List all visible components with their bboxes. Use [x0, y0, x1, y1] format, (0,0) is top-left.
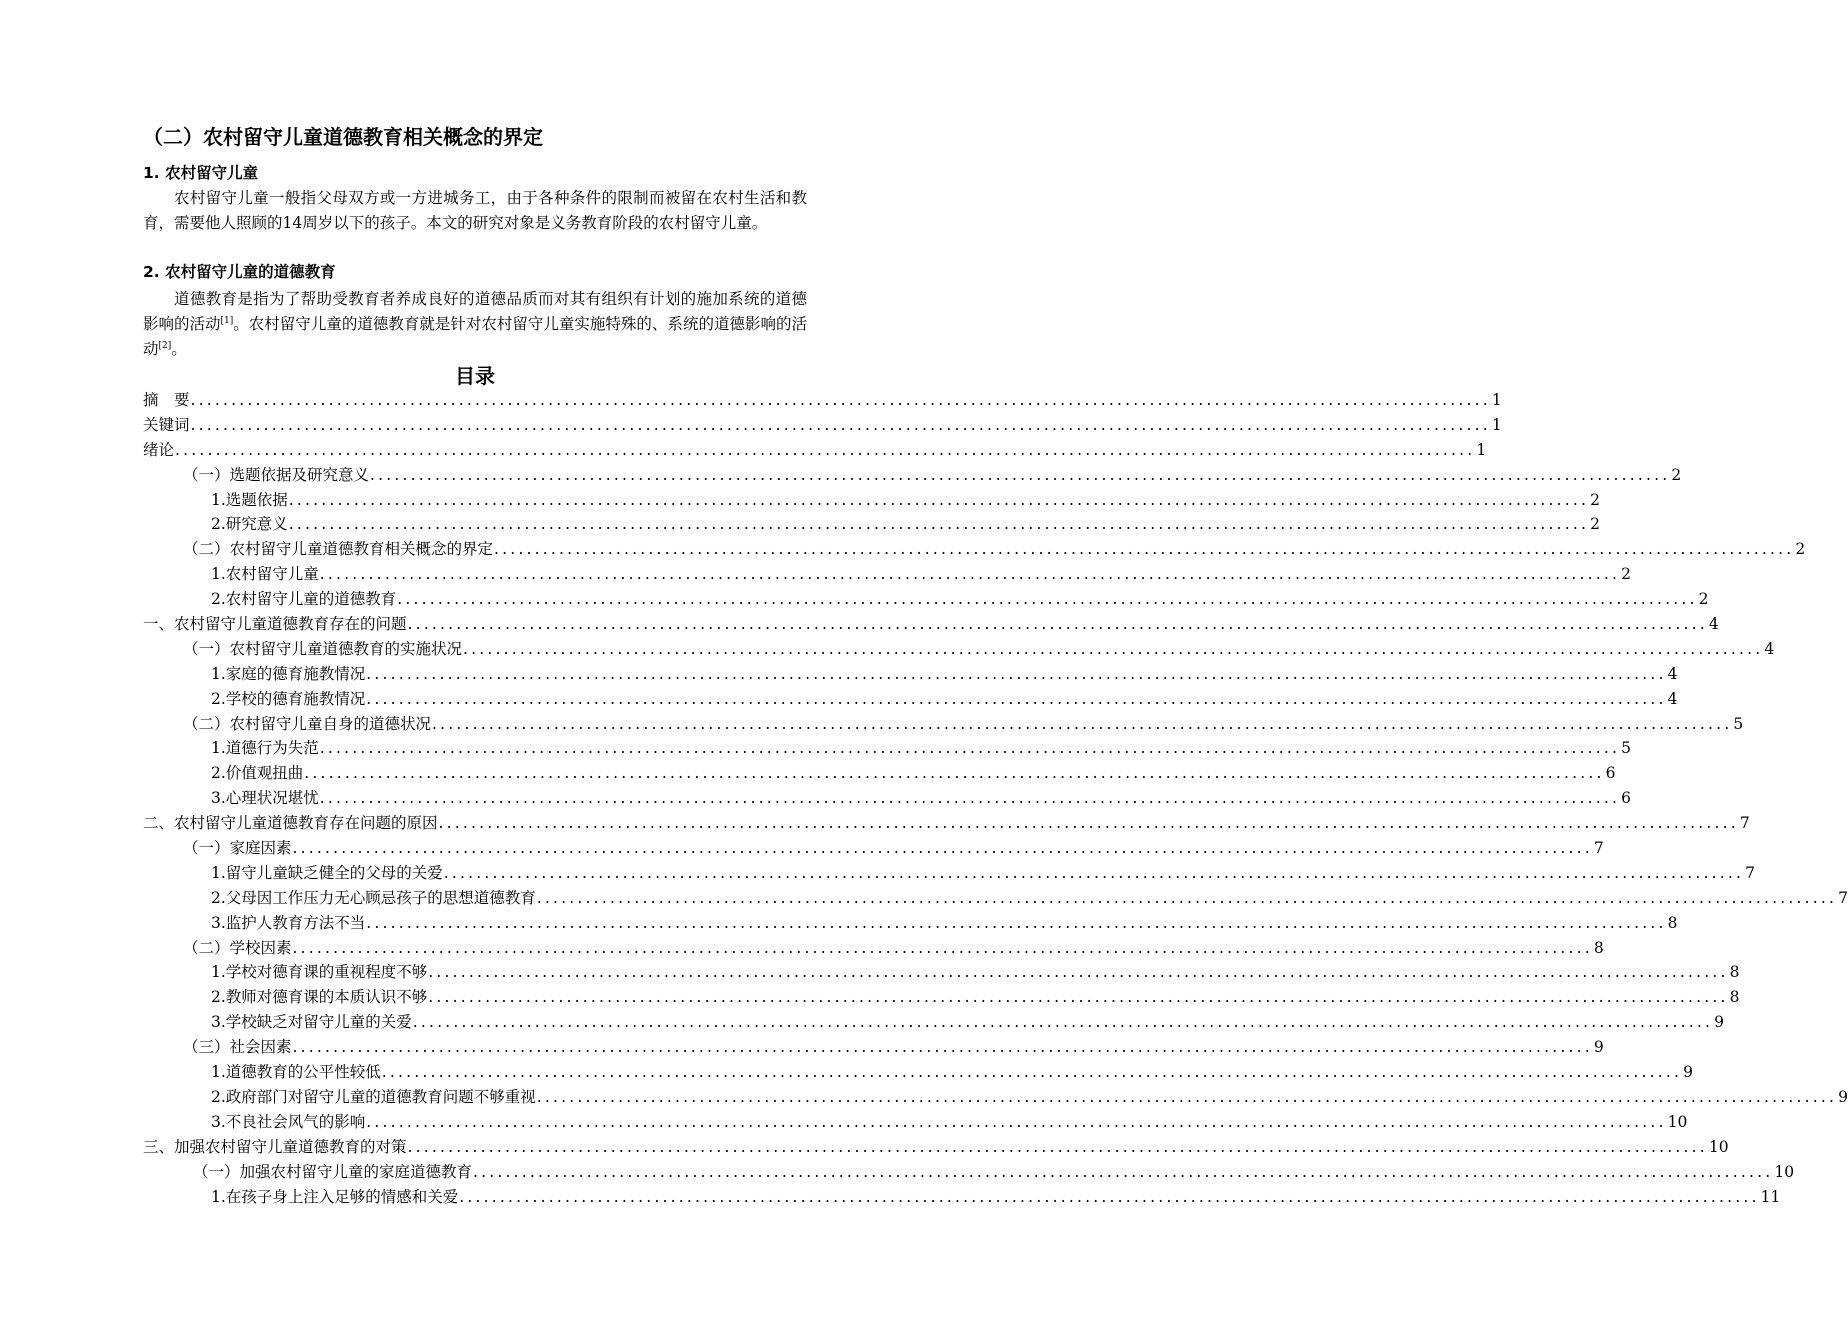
toc-entry-page: 10 — [1774, 1162, 1795, 1181]
toc-entry-label: 1.道德行为失范 — [211, 739, 319, 758]
toc-leader-dots: ................................................................................................................................................................ — [428, 988, 1729, 1007]
toc-entry[interactable] — [143, 861, 1755, 886]
toc-entry[interactable] — [143, 687, 1678, 712]
toc-leader-dots: ................................................................................................................................................................ — [397, 590, 1698, 609]
toc-entry-label: 2.父母因工作压力无心顾忌孩子的思想道德教育 — [211, 888, 536, 907]
toc-entry-label: 2.农村留守儿童的道德教育 — [211, 590, 397, 609]
toc-entry-page: 11 — [1760, 1187, 1781, 1206]
toc-leader-dots: ................................................................................................................................................................ — [407, 615, 1708, 634]
toc-leader-dots: ................................................................................................................................................................ — [432, 714, 1733, 733]
toc-leader-dots: ................................................................................................................................................................ — [190, 415, 1491, 434]
toc-entry[interactable] — [143, 438, 1487, 463]
toc-entry-label: （一）家庭因素 — [183, 839, 292, 858]
toc-entry-page: 9 — [1714, 1013, 1724, 1032]
paragraph-2-text-b: 。农村留守儿童的道德教育就是针对农村留守儿童实施特殊的、系统的道德影响的活动 — [143, 315, 807, 358]
toc-leader-dots: ................................................................................................................................................................ — [412, 1013, 1714, 1032]
toc-entry-page: 5 — [1621, 739, 1631, 758]
toc-entry-label: 3.心理状况堪忧 — [211, 789, 319, 808]
toc-entry-page: 2 — [1590, 515, 1600, 534]
toc-entry[interactable] — [143, 413, 1502, 438]
toc-leader-dots: ................................................................................................................................................................ — [288, 490, 1590, 509]
toc-entry-label: 3.监护人教育方法不当 — [211, 913, 366, 932]
toc-entry[interactable] — [143, 886, 1848, 911]
toc-entry-page: 9 — [1838, 1087, 1848, 1106]
table-of-contents — [143, 388, 1848, 1209]
toc-leader-dots: ................................................................................................................................................................ — [304, 764, 1605, 783]
toc-leader-dots: ................................................................................................................................................................ — [366, 689, 1667, 708]
toc-entry-page: 2 — [1671, 465, 1682, 484]
toc-entry-page: 5 — [1733, 714, 1744, 733]
subsection-heading-2: 2. 农村留守儿童的道德教育 — [143, 263, 336, 281]
toc-entry-label: 1.农村留守儿童 — [211, 565, 319, 584]
toc-entry-page: 8 — [1729, 963, 1740, 982]
toc-entry-page: 6 — [1605, 764, 1616, 783]
toc-leader-dots: ................................................................................................................................................................ — [292, 839, 1593, 858]
toc-leader-dots: ................................................................................................................................................................ — [319, 789, 1621, 808]
paragraph-2 — [143, 287, 807, 362]
toc-entry-page: 2 — [1621, 565, 1631, 584]
toc-entry[interactable] — [143, 960, 1740, 985]
toc-entry-label: 三、加强农村留守儿童道德教育的对策 — [143, 1137, 407, 1156]
toc-leader-dots: ................................................................................................................................................................ — [428, 963, 1729, 982]
toc-entry[interactable] — [143, 1160, 1795, 1185]
toc-leader-dots: ................................................................................................................................................................ — [494, 540, 1795, 559]
toc-entry-page: 2 — [1795, 540, 1806, 559]
toc-leader-dots: ................................................................................................................................................................ — [366, 1112, 1667, 1131]
toc-entry-page: 9 — [1683, 1063, 1693, 1082]
toc-leader-dots: ................................................................................................................................................................ — [319, 739, 1621, 758]
toc-entry-page: 4 — [1708, 615, 1719, 634]
toc-entry[interactable] — [143, 1085, 1848, 1110]
toc-entry-page: 8 — [1729, 988, 1740, 1007]
subsection-heading-1: 1. 农村留守儿童 — [143, 164, 259, 182]
toc-leader-dots: ................................................................................................................................................................ — [288, 515, 1590, 534]
toc-entry[interactable] — [143, 1135, 1729, 1160]
toc-entry[interactable] — [143, 637, 1775, 662]
toc-entry-page: 1 — [1491, 415, 1502, 434]
toc-entry-label: 2.价值观扭曲 — [211, 764, 304, 783]
toc-entry-page: 4 — [1764, 639, 1775, 658]
toc-entry-label: 2.政府部门对留守儿童的道德教育问题不够重视 — [211, 1087, 536, 1106]
toc-entry[interactable] — [143, 1185, 1781, 1210]
toc-entry[interactable] — [143, 1060, 1693, 1085]
citation-2[interactable]: [2] — [158, 340, 172, 351]
toc-entry-page: 7 — [1745, 863, 1755, 882]
toc-leader-dots: ................................................................................................................................................................ — [175, 440, 1476, 459]
toc-entry-label: 3.学校缺乏对留守儿童的关爱 — [211, 1013, 412, 1032]
toc-entry-label: 2.研究意义 — [211, 515, 288, 534]
toc-entry[interactable] — [143, 811, 1750, 836]
toc-entry-page: 6 — [1621, 789, 1631, 808]
toc-entry-label: 1.在孩子身上注入足够的情感和关爱 — [211, 1187, 459, 1206]
toc-leader-dots: ................................................................................................................................................................ — [536, 1087, 1838, 1106]
toc-leader-dots: ................................................................................................................................................................ — [443, 863, 1745, 882]
toc-entry-page: 8 — [1593, 938, 1604, 957]
toc-leader-dots: ................................................................................................................................................................ — [407, 1137, 1708, 1156]
toc-entry-label: 2.学校的德育施教情况 — [211, 689, 366, 708]
toc-entry-page: 7 — [1593, 839, 1604, 858]
toc-entry[interactable] — [143, 562, 1631, 587]
paragraph-1: 农村留守儿童一般指父母双方或一方进城务工，由于各种条件的限制而被留在农村生活和教育，需要他人照顾的14周岁以下的孩子。本文的研究对象是义务教育阶段的农村留守儿童。 — [143, 189, 807, 232]
toc-entry-label: 1.选题依据 — [211, 490, 288, 509]
toc-entry-label: 摘 要 — [143, 391, 190, 409]
toc-leader-dots: ................................................................................................................................................................ — [459, 1187, 1760, 1206]
citation-1[interactable]: [1] — [220, 315, 234, 326]
toc-leader-dots: ................................................................................................................................................................ — [473, 1162, 1774, 1181]
paragraph-2-text-c: 。 — [171, 340, 187, 358]
toc-entry-label: 二、农村留守儿童道德教育存在问题的原因 — [143, 814, 438, 833]
toc-entry-label: （一）加强农村留守儿童的家庭道德教育 — [193, 1162, 473, 1181]
toc-entry-label: （一）选题依据及研究意义 — [183, 465, 370, 484]
toc-entry-label: （二）学校因素 — [183, 938, 292, 957]
toc-entry-page: 1 — [1491, 391, 1502, 409]
toc-entry[interactable] — [143, 512, 1600, 537]
toc-leader-dots: ................................................................................................................................................................ — [438, 814, 1739, 833]
toc-entry[interactable] — [143, 662, 1678, 687]
toc-entry[interactable] — [143, 786, 1631, 811]
toc-entry-page: 10 — [1708, 1137, 1729, 1156]
toc-entry[interactable] — [143, 911, 1678, 936]
toc-leader-dots: ................................................................................................................................................................ — [381, 1063, 1683, 1082]
toc-leader-dots: ................................................................................................................................................................ — [292, 1038, 1593, 1057]
toc-leader-dots: ................................................................................................................................................................ — [366, 913, 1667, 932]
toc-entry-label: 绪论 — [143, 440, 175, 459]
toc-entry-label: 1.学校对德育课的重视程度不够 — [211, 963, 428, 982]
toc-entry[interactable] — [143, 1010, 1724, 1035]
toc-leader-dots: ................................................................................................................................................................ — [463, 639, 1764, 658]
toc-entry-page: 10 — [1667, 1112, 1688, 1131]
toc-entry[interactable] — [143, 463, 1682, 488]
toc-entry[interactable] — [143, 1110, 1688, 1135]
toc-entry[interactable] — [143, 761, 1616, 786]
toc-entry[interactable] — [143, 587, 1709, 612]
toc-entry-label: 3.不良社会风气的影响 — [211, 1112, 366, 1131]
toc-entry-label: （三）社会因素 — [183, 1038, 292, 1057]
toc-leader-dots: ................................................................................................................................................................ — [536, 888, 1838, 907]
toc-entry-page: 4 — [1667, 689, 1678, 708]
toc-entry-label: （二）农村留守儿童道德教育相关概念的界定 — [183, 540, 494, 559]
toc-title: 目录 — [455, 364, 495, 388]
toc-entry[interactable] — [143, 936, 1604, 961]
toc-entry-page: 2 — [1590, 490, 1600, 509]
toc-entry-label: （一）农村留守儿童道德教育的实施状况 — [183, 639, 463, 658]
toc-entry-label: 一、农村留守儿童道德教育存在的问题 — [143, 615, 407, 634]
toc-entry[interactable] — [143, 1035, 1604, 1060]
toc-entry-label: 1.家庭的德育施教情况 — [211, 664, 366, 683]
toc-entry-page: 2 — [1698, 590, 1709, 609]
toc-entry[interactable] — [143, 488, 1600, 513]
toc-entry[interactable] — [143, 712, 1744, 737]
toc-entry-label: 1.留守儿童缺乏健全的父母的关爱 — [211, 863, 443, 882]
toc-entry-page: 4 — [1667, 664, 1678, 683]
toc-leader-dots: ................................................................................................................................................................ — [319, 565, 1621, 584]
toc-leader-dots: ................................................................................................................................................................ — [292, 938, 1593, 957]
toc-leader-dots: ................................................................................................................................................................ — [366, 664, 1667, 683]
toc-entry-page: 7 — [1739, 814, 1750, 833]
toc-entry-label: 2.教师对德育课的本质认识不够 — [211, 988, 428, 1007]
toc-leader-dots: ................................................................................................................................................................ — [190, 391, 1491, 409]
toc-entry-label: 1.道德教育的公平性较低 — [211, 1063, 381, 1082]
toc-entry-page: 9 — [1593, 1038, 1604, 1057]
toc-entry-label: 关键词 — [143, 415, 190, 434]
toc-entry[interactable] — [143, 388, 1502, 413]
toc-entry[interactable] — [143, 537, 1806, 562]
toc-entry-label: （二）农村留守儿童自身的道德状况 — [183, 714, 432, 733]
toc-entry[interactable] — [143, 612, 1719, 637]
section-heading: （二）农村留守儿童道德教育相关概念的界定 — [143, 125, 543, 149]
toc-entry-page: 8 — [1667, 913, 1678, 932]
toc-entry[interactable] — [143, 736, 1631, 761]
toc-entry-page: 1 — [1476, 440, 1487, 459]
paragraph-2-text-a: 道德教育是指为了帮助受教育者养成良好的道德品质而对其有组织有计划的施加系统的道德影响的活动 — [143, 290, 807, 333]
toc-entry-page: 7 — [1838, 888, 1848, 907]
toc-entry[interactable] — [143, 985, 1740, 1010]
toc-leader-dots: ................................................................................................................................................................ — [370, 465, 1671, 484]
toc-entry[interactable] — [143, 836, 1604, 861]
